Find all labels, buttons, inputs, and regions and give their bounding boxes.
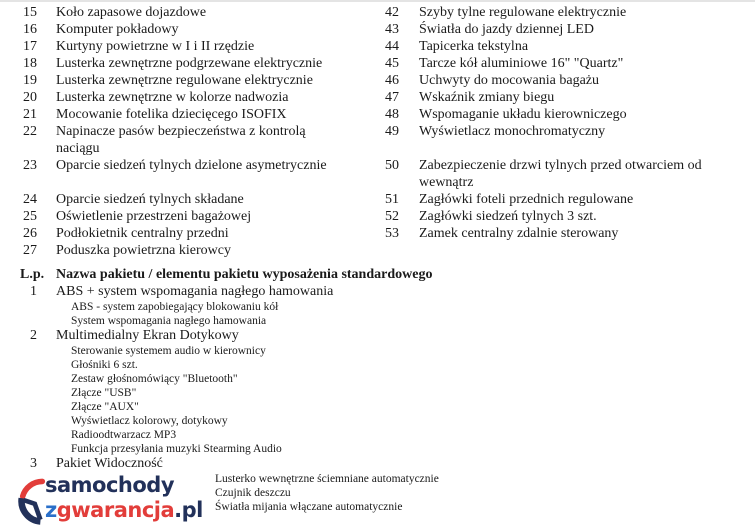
item-number: 25 <box>23 209 37 224</box>
list-item <box>380 55 755 72</box>
item-number: 20 <box>23 90 37 105</box>
item-number: 19 <box>23 73 37 88</box>
item-text: Wskaźnik zmiany biegu <box>419 90 555 105</box>
watermark-line1: samochody <box>45 473 175 497</box>
item-text: Uchwyty do mocowania bagażu <box>419 73 599 88</box>
item-text: Poduszka powietrzna kierowcy <box>56 243 231 258</box>
item-number: 42 <box>385 5 399 20</box>
item-text: Wyświetlacz monochromatyczny <box>419 124 606 139</box>
item-text: Zabezpieczenie drzwi tylnych przed otwarciem od wewnątrz <box>419 158 702 190</box>
item-text: Tarcze kół aluminiowe 16" "Quartz" <box>419 56 624 71</box>
item-number: 27 <box>23 243 37 258</box>
item-number: 53 <box>385 226 399 241</box>
package-element: Światła mijania włączane automatycznie <box>215 501 403 513</box>
item-text: Oświetlenie przestrzeni bagażowej <box>56 209 252 224</box>
item-number: 16 <box>23 22 37 37</box>
package-name: ABS + system wspomagania nagłego hamowania <box>56 284 334 299</box>
package-element: Czujnik deszczu <box>215 487 291 499</box>
list-item <box>0 123 372 157</box>
item-number: 45 <box>385 56 399 71</box>
package-element: Sterowanie systemem audio w kierownicy <box>71 345 266 357</box>
item-text: Mocowanie fotelika dziecięcego ISOFIX <box>56 107 287 122</box>
package-number: 1 <box>30 284 37 299</box>
list-item <box>0 55 372 72</box>
item-number: 49 <box>385 124 399 139</box>
list-item <box>380 225 755 242</box>
list-item <box>0 21 372 38</box>
package-element: ABS - system zapobiegający blokowaniu kół <box>71 301 279 313</box>
list-item <box>380 72 755 89</box>
package-element: Wyświetlacz kolorowy, dotykowy <box>71 415 228 427</box>
list-item <box>0 157 372 174</box>
item-text: Napinacze pasów bezpieczeństwa z kontrolą naciągu <box>56 124 306 156</box>
item-number: 52 <box>385 209 399 224</box>
list-item <box>380 191 755 208</box>
item-number: 22 <box>23 124 37 139</box>
list-item <box>380 89 755 106</box>
list-item <box>0 89 372 106</box>
package-element: Złącze "USB" <box>71 387 137 399</box>
item-text: Szyby tylne regulowane elektrycznie <box>419 5 627 20</box>
item-number: 18 <box>23 56 37 71</box>
item-number: 50 <box>385 158 399 173</box>
header-name: Nazwa pakietu / elementu pakietu wyposażenia standardowego <box>56 267 433 282</box>
page-top-border <box>0 0 755 2</box>
list-item <box>380 21 755 38</box>
item-text: Zagłówki foteli przednich regulowane <box>419 192 634 207</box>
list-item <box>0 225 372 242</box>
list-item <box>380 208 755 225</box>
item-text: Oparcie siedzeń tylnych składane <box>56 192 244 207</box>
item-text: Lusterka zewnętrzne regulowane elektrycznie <box>56 73 313 88</box>
item-text: Kurtyny powietrzne w I i II rzędzie <box>56 39 255 54</box>
package-name: Multimedialny Ekran Dotykowy <box>56 328 239 343</box>
item-number: 26 <box>23 226 37 241</box>
list-item <box>380 38 755 55</box>
package-element: System wspomagania nagłego hamowania <box>71 315 267 327</box>
list-item <box>380 4 755 21</box>
list-item <box>0 72 372 89</box>
item-text: Podłokietnik centralny przedni <box>56 226 229 241</box>
item-text: Zagłówki siedzeń tylnych 3 szt. <box>419 209 597 224</box>
item-number: 43 <box>385 22 399 37</box>
item-text: Zamek centralny zdalnie sterowany <box>419 226 619 241</box>
item-number: 21 <box>23 107 37 122</box>
package-element: Głośniki 6 szt. <box>71 359 138 371</box>
steering-wheel-icon <box>18 476 46 526</box>
row-spacer <box>0 174 372 191</box>
item-text: Wspomaganie układu kierowniczego <box>419 107 627 122</box>
list-item <box>0 4 372 21</box>
item-number: 48 <box>385 107 399 122</box>
item-number: 23 <box>23 158 37 173</box>
item-text: Lusterka zewnętrzne w kolorze nadwozia <box>56 90 289 105</box>
watermark-pl: .pl <box>174 498 203 522</box>
package-name: Pakiet Widoczność <box>56 456 163 471</box>
list-item <box>0 38 372 55</box>
item-text: Komputer pokładowy <box>56 22 179 37</box>
equipment-list-left <box>0 4 372 259</box>
item-number: 44 <box>385 39 399 54</box>
watermark-gwarancja: gwarancja <box>56 498 175 522</box>
list-item <box>0 208 372 225</box>
item-number: 24 <box>23 192 37 207</box>
watermark-logo <box>18 473 208 528</box>
item-number: 47 <box>385 90 399 105</box>
package-number: 2 <box>30 328 37 343</box>
item-text: Lusterka zewnętrzne podgrzewane elektrycznie <box>56 56 323 71</box>
package-element: Radioodtwarzacz MP3 <box>71 429 177 441</box>
header-lp: L.p. <box>20 267 45 282</box>
item-text: Koło zapasowe dojazdowe <box>56 5 207 20</box>
list-item <box>0 242 372 259</box>
watermark-line2 <box>45 498 203 522</box>
package-item <box>0 284 755 300</box>
list-item <box>380 157 755 191</box>
package-element: Zestaw głośnomówiący "Bluetooth" <box>71 373 238 385</box>
watermark-z: z <box>45 498 57 522</box>
item-text: Oparcie siedzeń tylnych dzielone asymetrycznie <box>56 158 327 173</box>
package-item <box>0 328 755 344</box>
item-number: 51 <box>385 192 399 207</box>
row-spacer <box>380 140 755 157</box>
package-element: Lusterko wewnętrzne ściemniane automatycznie <box>215 473 439 485</box>
package-element: Funkcja przesyłania muzyki Stearming Audio <box>71 443 282 455</box>
package-element: Złącze "AUX" <box>71 401 139 413</box>
item-number: 17 <box>23 39 37 54</box>
list-item <box>0 191 372 208</box>
item-text: Światła do jazdy dziennej LED <box>419 22 594 37</box>
package-number: 3 <box>30 456 37 471</box>
list-item <box>380 123 755 140</box>
list-item <box>0 106 372 123</box>
item-number: 46 <box>385 73 399 88</box>
equipment-list-right <box>380 4 755 242</box>
package-item <box>0 456 755 472</box>
item-number: 15 <box>23 5 37 20</box>
item-text: Tapicerka tekstylna <box>419 39 529 54</box>
packages-header <box>0 266 755 284</box>
list-item <box>380 106 755 123</box>
